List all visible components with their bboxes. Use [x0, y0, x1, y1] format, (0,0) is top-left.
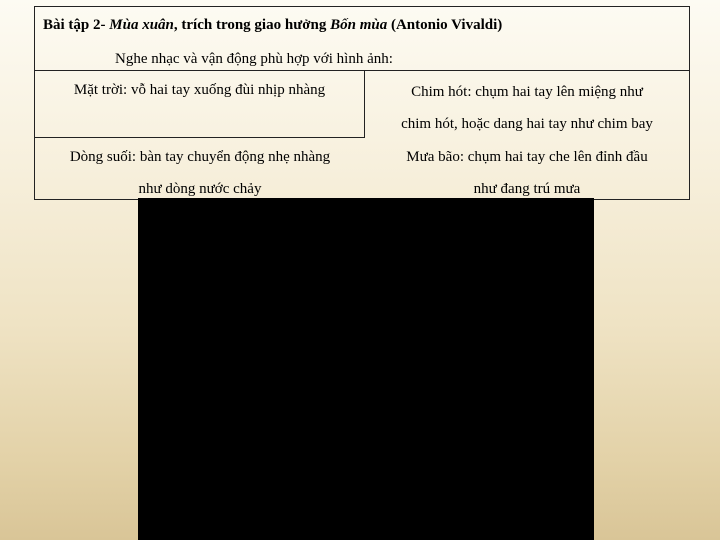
- exercise-number: Bài tập 2-: [43, 17, 110, 33]
- cell-sun: [35, 71, 365, 138]
- exercise-instruction: Nghe nhạc và vận động phù hợp với hình ảnh:: [115, 51, 393, 67]
- video-placeholder[interactable]: [138, 198, 594, 540]
- storm-text-line2: như đang trú mưa: [473, 181, 581, 197]
- piece-name: Mùa xuân: [109, 17, 174, 33]
- composer-name: (Antonio Vivaldi): [387, 17, 503, 33]
- exercise-table: [34, 6, 690, 200]
- work-name: Bốn mùa: [330, 17, 388, 33]
- table-header-row: [35, 7, 689, 71]
- cell-stream: [35, 138, 365, 199]
- storm-text-line1: Mưa bão: chụm hai tay che lên đỉnh đầu: [406, 149, 648, 165]
- stream-text-line1: Dòng suối: bàn tay chuyển động nhẹ nhàng: [69, 149, 331, 165]
- cell-bird: [365, 71, 689, 138]
- cell-storm: [365, 138, 689, 199]
- title-connector: , trích trong giao hưởng: [173, 17, 331, 33]
- stream-text-line2: như dòng nước chảy: [138, 181, 262, 197]
- sun-text: Mặt trời: vỗ hai tay xuống đùi nhịp nhàng: [73, 82, 326, 98]
- bird-text-line1: Chim hót: chụm hai tay lên miệng như: [411, 84, 643, 100]
- exercise-title: [43, 17, 502, 34]
- bird-text-line2: chim hót, hoặc dang hai tay như chim bay: [401, 116, 653, 132]
